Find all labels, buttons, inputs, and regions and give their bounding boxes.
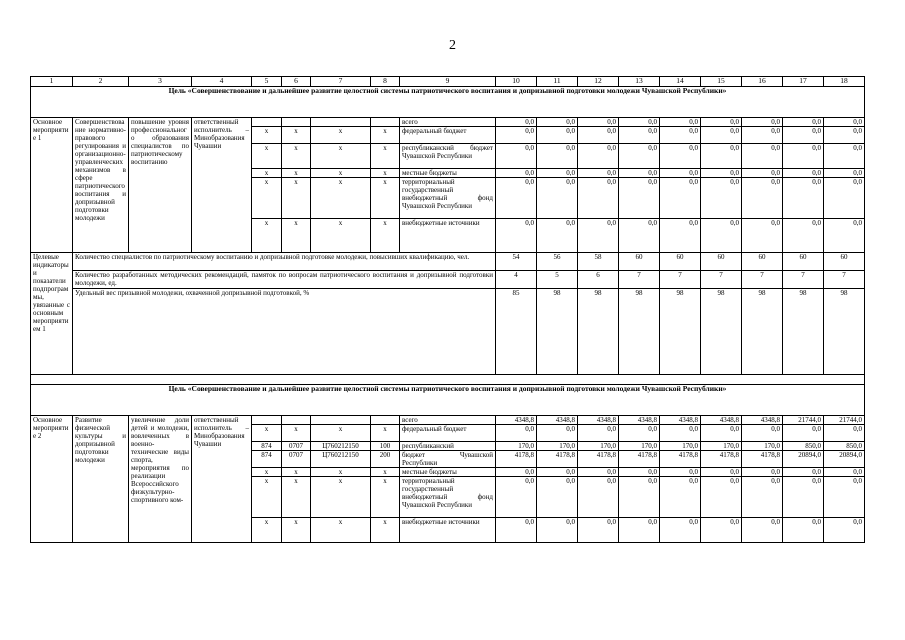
indicator-text: Количество разработанных методических рекомендаций, памяток по вопросам патриотического воспитания и допризывной подготовки молодежи, ед. [73, 271, 496, 289]
code-cell: x [371, 169, 400, 178]
funding-source: территориальный государственный внебюджетный фонд Чувашской Республики [400, 178, 496, 219]
value-cell: 4348,8 [742, 416, 783, 425]
value-cell: 98 [742, 289, 783, 375]
funding-source: территориальный государственный внебюджетный фонд Чувашской Республики [400, 477, 496, 518]
funding-source: бюджет Чувашской Республики [400, 451, 496, 468]
indicators-label: Целевые индикаторы и показатели подпрограммы, увязанные с основным мероприятием 1 [31, 253, 73, 375]
table-row [31, 118, 865, 127]
code-cell: x [282, 169, 311, 178]
value-cell: 0,0 [660, 219, 701, 253]
value-cell: 20894,0 [783, 451, 824, 468]
event-link: увеличение доли детей и молодежи, вовлеченных в военно-технические виды спорта, мероприятия по реализации Всероссийского физкультурно-спортивного ком- [129, 416, 192, 543]
value-cell: 0,0 [496, 127, 537, 144]
value-cell: 0,0 [578, 169, 619, 178]
header-cell: 18 [824, 77, 865, 87]
code-cell [252, 118, 282, 127]
value-cell: 0,0 [578, 219, 619, 253]
indicator-text: Удельный вес призывной молодежи, охваченной допризывной подготовкой, % [73, 289, 496, 375]
value-cell: 0,0 [619, 178, 660, 219]
funding-source: республиканский [400, 442, 496, 451]
code-cell: x [311, 477, 371, 518]
value-cell: 7 [619, 271, 660, 289]
code-cell: x [252, 219, 282, 253]
code-cell: x [371, 219, 400, 253]
code-cell: Ц760212150 [311, 442, 371, 451]
header-cell: 17 [783, 77, 824, 87]
value-cell: 0,0 [824, 118, 865, 127]
funding-source: федеральный бюджет [400, 425, 496, 442]
value-cell: 4178,8 [742, 451, 783, 468]
code-cell [282, 416, 311, 425]
code-cell: x [311, 127, 371, 144]
code-cell: x [282, 468, 311, 477]
value-cell: 0,0 [742, 178, 783, 219]
value-cell: 0,0 [660, 178, 701, 219]
event-responsible: ответственный исполнитель – Минобразования Чувашии [192, 416, 252, 543]
value-cell: 0,0 [496, 144, 537, 169]
code-cell: x [282, 127, 311, 144]
event-name: Развитие физической культуры и допризывной подготовки молодежи [73, 416, 129, 543]
code-cell: x [252, 425, 282, 442]
table-row [31, 416, 865, 425]
page-number: 2 [449, 38, 456, 53]
value-cell: 0,0 [824, 468, 865, 477]
value-cell: 0,0 [496, 118, 537, 127]
value-cell: 98 [824, 289, 865, 375]
value-cell: 98 [578, 289, 619, 375]
code-cell: x [371, 127, 400, 144]
value-cell: 0,0 [783, 118, 824, 127]
header-cell: 12 [578, 77, 619, 87]
code-cell: x [282, 425, 311, 442]
header-cell: 14 [660, 77, 701, 87]
funding-source: местные бюджеты [400, 169, 496, 178]
code-cell: x [252, 468, 282, 477]
value-cell: 0,0 [742, 118, 783, 127]
value-cell: 98 [783, 289, 824, 375]
value-cell: 60 [619, 253, 660, 271]
value-cell: 0,0 [701, 425, 742, 442]
header-cell: 9 [400, 77, 496, 87]
code-cell: x [252, 477, 282, 518]
value-cell: 85 [496, 289, 537, 375]
code-cell [282, 118, 311, 127]
value-cell: 7 [701, 271, 742, 289]
code-cell: x [311, 144, 371, 169]
value-cell: 0,0 [701, 169, 742, 178]
value-cell: 850,0 [824, 442, 865, 451]
value-cell: 4348,8 [578, 416, 619, 425]
code-cell: 874 [252, 442, 282, 451]
value-cell: 0,0 [619, 425, 660, 442]
value-cell: 170,0 [578, 442, 619, 451]
value-cell: 5 [537, 271, 578, 289]
event-label: Основное мероприятие 1 [31, 118, 73, 253]
value-cell: 4348,8 [619, 416, 660, 425]
event-name: Совершенствование нормативно-правового регулирования и организационно-управленческих механизмов в сфере патриотического воспитания и допризывной подготовки молодежи [73, 118, 129, 253]
value-cell: 0,0 [701, 518, 742, 543]
value-cell: 0,0 [783, 425, 824, 442]
code-cell: x [371, 425, 400, 442]
value-cell: 7 [742, 271, 783, 289]
code-cell: 874 [252, 451, 282, 468]
code-cell: x [311, 219, 371, 253]
funding-source: внебюджетные источники [400, 518, 496, 543]
code-cell: Ц760212150 [311, 451, 371, 468]
value-cell: 0,0 [496, 477, 537, 518]
value-cell: 170,0 [701, 442, 742, 451]
value-cell: 0,0 [496, 425, 537, 442]
value-cell: 0,0 [742, 468, 783, 477]
value-cell: 0,0 [742, 169, 783, 178]
value-cell: 0,0 [660, 425, 701, 442]
value-cell: 0,0 [537, 468, 578, 477]
value-cell: 0,0 [824, 219, 865, 253]
header-cell: 16 [742, 77, 783, 87]
indicator-text: Количество специалистов по патриотическому воспитанию и допризывной подготовке молодежи, повысивших квалификацию, чел. [73, 253, 496, 271]
value-cell: 98 [619, 289, 660, 375]
value-cell: 170,0 [537, 442, 578, 451]
funding-source: республиканский бюджет Чувашской Республики [400, 144, 496, 169]
goal-row [31, 385, 865, 416]
code-cell: x [311, 169, 371, 178]
value-cell: 0,0 [783, 127, 824, 144]
code-cell: x [252, 127, 282, 144]
value-cell: 0,0 [742, 518, 783, 543]
value-cell: 60 [701, 253, 742, 271]
value-cell: 0,0 [619, 118, 660, 127]
value-cell: 0,0 [537, 178, 578, 219]
value-cell: 0,0 [537, 144, 578, 169]
value-cell: 0,0 [783, 518, 824, 543]
value-cell: 0,0 [578, 178, 619, 219]
value-cell: 0,0 [742, 144, 783, 169]
header-cell: 4 [192, 77, 252, 87]
funding-source: всего [400, 118, 496, 127]
value-cell: 0,0 [660, 477, 701, 518]
value-cell: 850,0 [783, 442, 824, 451]
value-cell: 0,0 [783, 169, 824, 178]
code-cell: x [282, 144, 311, 169]
indicator-row [31, 289, 865, 375]
value-cell: 0,0 [496, 468, 537, 477]
value-cell: 0,0 [496, 518, 537, 543]
header-cell: 7 [311, 77, 371, 87]
header-cell: 15 [701, 77, 742, 87]
value-cell: 0,0 [701, 118, 742, 127]
value-cell: 0,0 [578, 144, 619, 169]
code-cell: x [311, 468, 371, 477]
header-cell: 8 [371, 77, 400, 87]
value-cell: 0,0 [537, 425, 578, 442]
value-cell: 4178,8 [537, 451, 578, 468]
event-responsible: ответственный исполнитель – Минобразования Чувашии [192, 118, 252, 253]
code-cell [371, 416, 400, 425]
value-cell: 4348,8 [660, 416, 701, 425]
code-cell: x [282, 477, 311, 518]
value-cell: 0,0 [824, 477, 865, 518]
code-cell: x [252, 178, 282, 219]
value-cell: 4 [496, 271, 537, 289]
value-cell: 0,0 [742, 127, 783, 144]
value-cell: 170,0 [496, 442, 537, 451]
event-link: повышение уровня профессионального образования специалистов по патриотическому воспитанию [129, 118, 192, 253]
header-cell: 5 [252, 77, 282, 87]
value-cell: 0,0 [824, 144, 865, 169]
value-cell: 98 [660, 289, 701, 375]
code-cell: x [371, 468, 400, 477]
value-cell: 0,0 [619, 219, 660, 253]
value-cell: 60 [742, 253, 783, 271]
value-cell: 0,0 [578, 468, 619, 477]
value-cell: 0,0 [783, 468, 824, 477]
value-cell: 0,0 [824, 425, 865, 442]
value-cell: 7 [824, 271, 865, 289]
value-cell: 6 [578, 271, 619, 289]
value-cell: 0,0 [619, 127, 660, 144]
value-cell: 56 [537, 253, 578, 271]
code-cell: x [252, 144, 282, 169]
value-cell: 170,0 [742, 442, 783, 451]
funding-source: федеральный бюджет [400, 127, 496, 144]
value-cell: 98 [701, 289, 742, 375]
value-cell: 60 [660, 253, 701, 271]
header-cell: 1 [31, 77, 73, 87]
code-cell [371, 118, 400, 127]
header-cell: 2 [73, 77, 129, 87]
value-cell: 0,0 [619, 477, 660, 518]
value-cell: 0,0 [537, 518, 578, 543]
value-cell: 0,0 [742, 219, 783, 253]
value-cell: 0,0 [619, 518, 660, 543]
value-cell: 0,0 [660, 144, 701, 169]
code-cell: x [282, 219, 311, 253]
header-cell: 10 [496, 77, 537, 87]
value-cell: 0,0 [742, 425, 783, 442]
value-cell: 0,0 [660, 468, 701, 477]
code-cell: x [252, 169, 282, 178]
value-cell: 0,0 [701, 178, 742, 219]
goal-title: Цель «Совершенствование и дальнейшее развитие целостной системы патриотического воспитания и допризывной подготовки молодежи Чувашской Республики» [31, 87, 865, 118]
value-cell: 0,0 [537, 169, 578, 178]
funding-source: всего [400, 416, 496, 425]
header-cell: 11 [537, 77, 578, 87]
value-cell: 0,0 [824, 127, 865, 144]
value-cell: 4348,8 [537, 416, 578, 425]
value-cell: 60 [824, 253, 865, 271]
goal-title: Цель «Совершенствование и дальнейшее развитие целостной системы патриотического воспитания и допризывной подготовки молодежи Чувашской Республики» [31, 385, 865, 416]
value-cell: 170,0 [619, 442, 660, 451]
value-cell: 21744,0 [824, 416, 865, 425]
code-cell [311, 416, 371, 425]
value-cell: 98 [537, 289, 578, 375]
indicator-row [31, 271, 865, 289]
program-table [30, 76, 865, 543]
header-cell: 13 [619, 77, 660, 87]
value-cell: 0,0 [824, 518, 865, 543]
code-cell: 100 [371, 442, 400, 451]
value-cell: 0,0 [783, 219, 824, 253]
code-cell: x [311, 518, 371, 543]
value-cell: 0,0 [701, 219, 742, 253]
value-cell: 0,0 [578, 127, 619, 144]
value-cell: 0,0 [537, 219, 578, 253]
value-cell: 0,0 [619, 169, 660, 178]
value-cell: 0,0 [496, 178, 537, 219]
value-cell: 0,0 [660, 169, 701, 178]
value-cell: 0,0 [783, 178, 824, 219]
code-cell: x [311, 178, 371, 219]
value-cell: 0,0 [619, 144, 660, 169]
goal-row [31, 87, 865, 118]
table-body [31, 77, 865, 543]
value-cell: 4178,8 [660, 451, 701, 468]
header-row [31, 77, 865, 87]
value-cell: 0,0 [701, 144, 742, 169]
value-cell: 4348,8 [701, 416, 742, 425]
value-cell: 0,0 [496, 219, 537, 253]
value-cell: 0,0 [537, 118, 578, 127]
value-cell: 21744,0 [783, 416, 824, 425]
value-cell: 0,0 [701, 127, 742, 144]
code-cell: x [371, 518, 400, 543]
value-cell: 170,0 [660, 442, 701, 451]
value-cell: 0,0 [660, 127, 701, 144]
code-cell: x [371, 144, 400, 169]
value-cell: 0,0 [578, 425, 619, 442]
value-cell: 4178,8 [496, 451, 537, 468]
value-cell: 0,0 [578, 518, 619, 543]
value-cell: 7 [783, 271, 824, 289]
value-cell: 0,0 [660, 118, 701, 127]
value-cell: 58 [578, 253, 619, 271]
value-cell: 0,0 [701, 477, 742, 518]
value-cell: 0,0 [496, 169, 537, 178]
code-cell: x [311, 425, 371, 442]
funding-source: внебюджетные источники [400, 219, 496, 253]
header-cell: 3 [129, 77, 192, 87]
code-cell: x [371, 178, 400, 219]
value-cell: 0,0 [578, 118, 619, 127]
value-cell: 4178,8 [619, 451, 660, 468]
value-cell: 0,0 [742, 477, 783, 518]
code-cell: x [252, 518, 282, 543]
code-cell: x [282, 178, 311, 219]
value-cell: 0,0 [619, 468, 660, 477]
code-cell: x [282, 518, 311, 543]
indicator-row [31, 253, 865, 271]
value-cell: 20894,0 [824, 451, 865, 468]
gap-cell [31, 375, 865, 385]
value-cell: 0,0 [537, 127, 578, 144]
code-cell [311, 118, 371, 127]
value-cell: 0,0 [824, 178, 865, 219]
code-cell: x [371, 477, 400, 518]
value-cell: 0,0 [783, 144, 824, 169]
value-cell: 0,0 [537, 477, 578, 518]
value-cell: 0,0 [660, 518, 701, 543]
value-cell: 0,0 [824, 169, 865, 178]
value-cell: 4178,8 [578, 451, 619, 468]
code-cell: 200 [371, 451, 400, 468]
code-cell: 0707 [282, 442, 311, 451]
value-cell: 0,0 [578, 477, 619, 518]
header-cell: 6 [282, 77, 311, 87]
value-cell: 4178,8 [701, 451, 742, 468]
value-cell: 7 [660, 271, 701, 289]
code-cell: 0707 [282, 451, 311, 468]
value-cell: 4348,8 [496, 416, 537, 425]
value-cell: 60 [783, 253, 824, 271]
event-label: Основное мероприятие 2 [31, 416, 73, 543]
code-cell [252, 416, 282, 425]
value-cell: 54 [496, 253, 537, 271]
funding-source: местные бюджеты [400, 468, 496, 477]
value-cell: 0,0 [701, 468, 742, 477]
value-cell: 0,0 [783, 477, 824, 518]
gap-row [31, 375, 865, 385]
